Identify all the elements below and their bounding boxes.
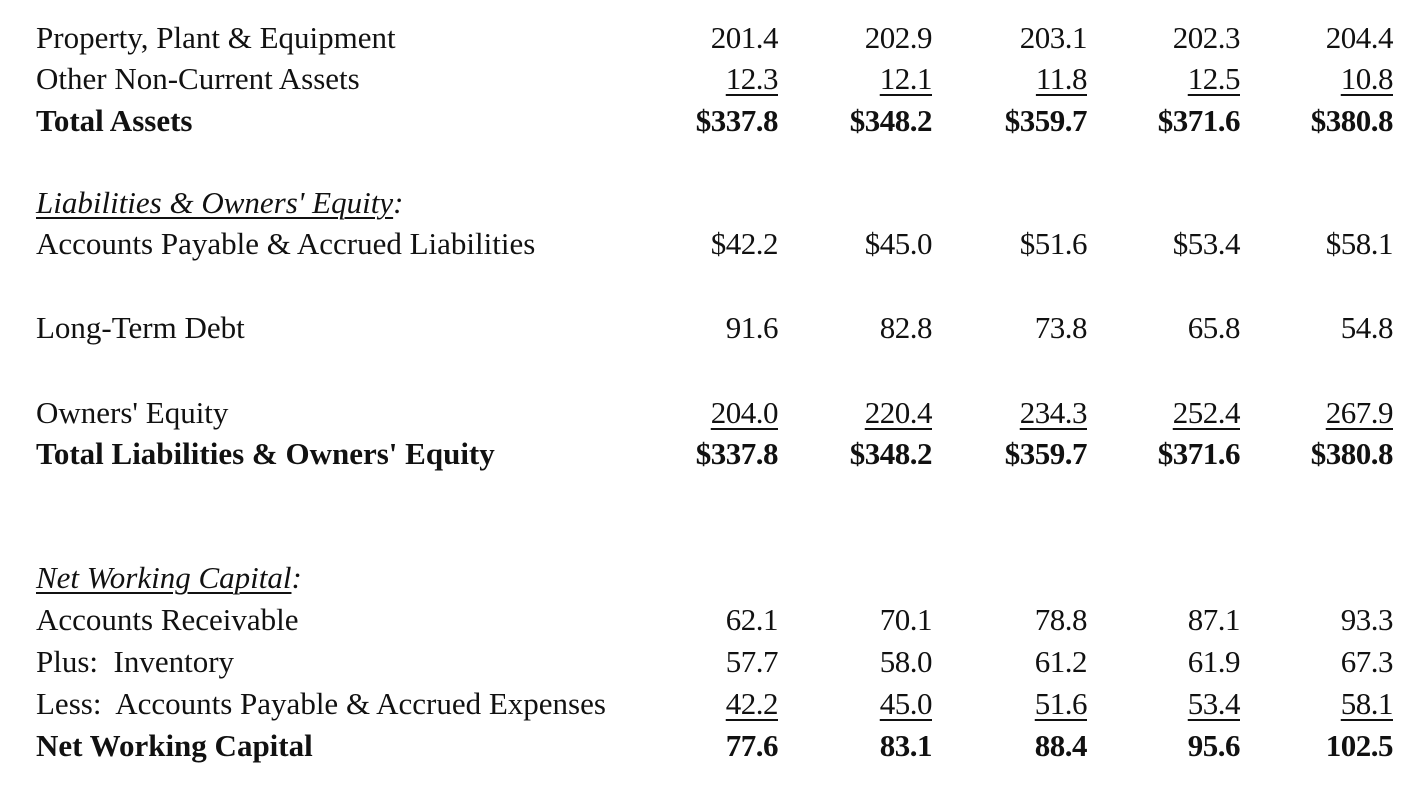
cell: 53.4 bbox=[1187, 686, 1240, 721]
cell: 70.1 bbox=[879, 602, 932, 637]
cell: 10.8 bbox=[1340, 61, 1393, 96]
cell: $371.6 bbox=[1157, 103, 1240, 138]
cell: $58.1 bbox=[1325, 226, 1393, 261]
row-long-term-debt bbox=[0, 307, 1414, 349]
cell: 203.1 bbox=[1019, 20, 1087, 55]
cell: 78.8 bbox=[1034, 602, 1087, 637]
row-total-liabilities-equity bbox=[0, 433, 1414, 475]
section-heading-liabilities bbox=[0, 182, 1414, 224]
row-label: Property, Plant & Equipment bbox=[36, 20, 396, 55]
cell: $42.2 bbox=[710, 226, 778, 261]
cell: 58.1 bbox=[1340, 686, 1393, 721]
cell: 87.1 bbox=[1187, 602, 1240, 637]
section-heading-nwc bbox=[0, 557, 1414, 599]
cell: 62.1 bbox=[725, 602, 778, 637]
cell: 83.1 bbox=[879, 728, 932, 763]
cell: 73.8 bbox=[1034, 310, 1087, 345]
cell: $337.8 bbox=[695, 103, 778, 138]
cell: 11.8 bbox=[1035, 61, 1087, 96]
cell: 61.2 bbox=[1034, 644, 1087, 679]
cell: 57.7 bbox=[725, 644, 778, 679]
row-accounts-receivable bbox=[0, 599, 1414, 641]
cell: 58.0 bbox=[879, 644, 932, 679]
cell: 82.8 bbox=[879, 310, 932, 345]
cell: $380.8 bbox=[1310, 436, 1393, 471]
row-label: Owners' Equity bbox=[36, 395, 229, 430]
cell: 204.4 bbox=[1325, 20, 1393, 55]
cell: 93.3 bbox=[1340, 602, 1393, 637]
cell: $359.7 bbox=[1004, 436, 1087, 471]
cell: 220.4 bbox=[864, 395, 932, 430]
cell: 95.6 bbox=[1187, 728, 1240, 763]
row-ap-accrued-liabilities bbox=[0, 223, 1414, 265]
row-label: Plus: Inventory bbox=[36, 644, 235, 679]
row-label: Long-Term Debt bbox=[36, 310, 245, 345]
cell: 202.3 bbox=[1172, 20, 1240, 55]
cell: 91.6 bbox=[725, 310, 778, 345]
cell: 61.9 bbox=[1187, 644, 1240, 679]
row-label: Accounts Payable & Accrued Liabilities bbox=[36, 226, 536, 261]
cell: $348.2 bbox=[849, 436, 932, 471]
cell: 102.5 bbox=[1325, 728, 1393, 763]
row-owners-equity bbox=[0, 392, 1414, 434]
row-label: Other Non-Current Assets bbox=[36, 61, 360, 96]
cell: $348.2 bbox=[849, 103, 932, 138]
cell: 12.1 bbox=[879, 61, 932, 96]
row-label: Total Assets bbox=[36, 103, 193, 138]
cell: 51.6 bbox=[1034, 686, 1087, 721]
cell: $45.0 bbox=[864, 226, 932, 261]
row-label: Total Liabilities & Owners' Equity bbox=[36, 436, 495, 471]
cell: 234.3 bbox=[1019, 395, 1087, 430]
cell: 67.3 bbox=[1340, 644, 1393, 679]
row-less-ap-accrued-expenses bbox=[0, 683, 1414, 725]
row-label: Net Working Capital bbox=[36, 728, 313, 763]
cell: 201.4 bbox=[710, 20, 778, 55]
cell: 204.0 bbox=[710, 395, 778, 430]
cell: 12.3 bbox=[725, 61, 778, 96]
cell: $371.6 bbox=[1157, 436, 1240, 471]
cell: $51.6 bbox=[1019, 226, 1087, 261]
cell: 54.8 bbox=[1340, 310, 1393, 345]
cell: $337.8 bbox=[695, 436, 778, 471]
section-heading: Net Working Capital: bbox=[36, 560, 302, 595]
cell: 252.4 bbox=[1172, 395, 1240, 430]
cell: $380.8 bbox=[1310, 103, 1393, 138]
cell: 88.4 bbox=[1034, 728, 1087, 763]
cell: 267.9 bbox=[1325, 395, 1393, 430]
row-other-noncurrent-assets bbox=[0, 58, 1414, 100]
cell: 65.8 bbox=[1187, 310, 1240, 345]
row-label: Less: Accounts Payable & Accrued Expenses bbox=[36, 686, 606, 721]
cell: $53.4 bbox=[1172, 226, 1240, 261]
cell: 45.0 bbox=[879, 686, 932, 721]
row-label: Accounts Receivable bbox=[36, 602, 299, 637]
section-heading: Liabilities & Owners' Equity: bbox=[36, 185, 404, 220]
cell: 202.9 bbox=[864, 20, 932, 55]
row-total-assets bbox=[0, 100, 1414, 142]
cell: $359.7 bbox=[1004, 103, 1087, 138]
cell: 12.5 bbox=[1187, 61, 1240, 96]
cell: 77.6 bbox=[725, 728, 778, 763]
cell: 42.2 bbox=[725, 686, 778, 721]
row-inventory bbox=[0, 641, 1414, 683]
row-ppe bbox=[0, 17, 1414, 59]
row-net-working-capital bbox=[0, 725, 1414, 767]
